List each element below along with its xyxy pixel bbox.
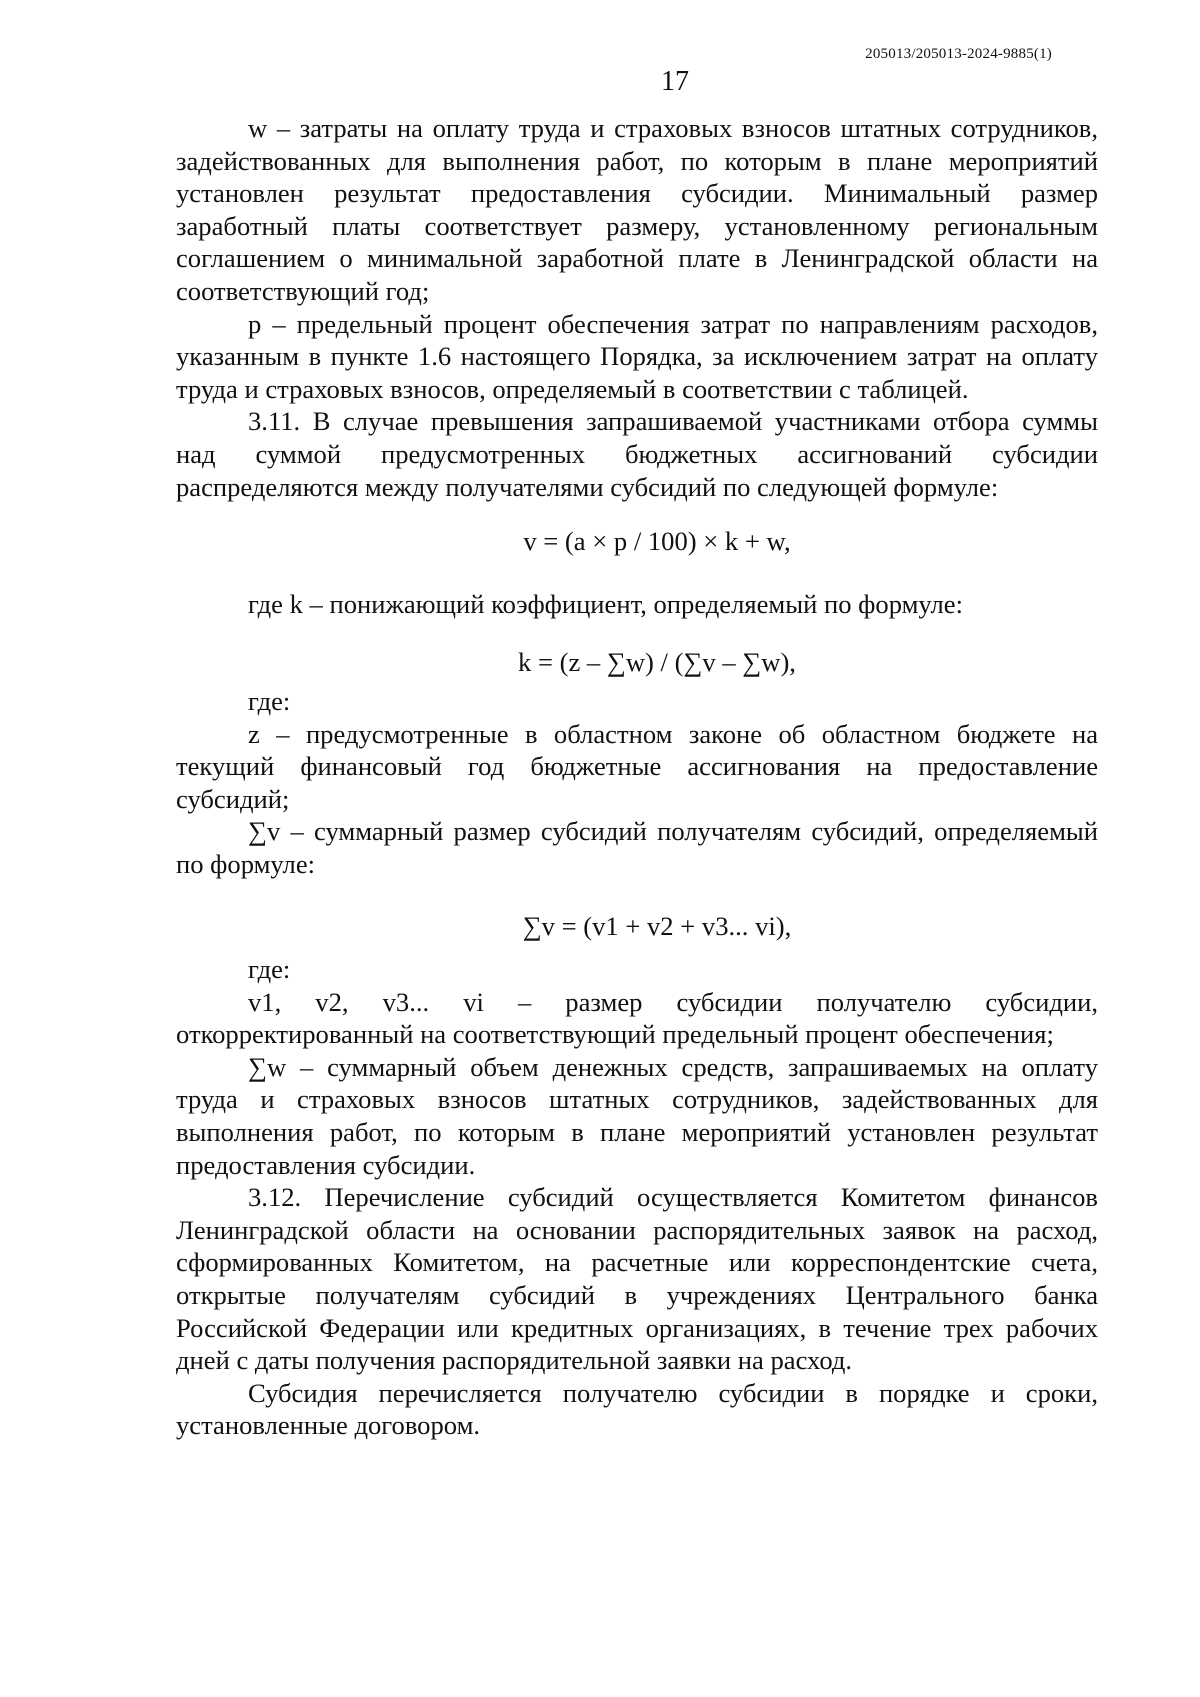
paragraph-vi-definition: v1, v2, v3... vi – размер субсидии получателю субсидии, откорректированный на соответствующий предельный процент обеспечения;: [176, 986, 1098, 1050]
paragraph-transfer-terms: Субсидия перечисляется получателю субсидии в порядке и сроки, установленные договором.: [176, 1377, 1098, 1441]
formula-subsidy-v: v = (a × p / 100) × k + w,: [523, 526, 791, 557]
formula-coefficient-k: k = (z – ∑w) / (∑v – ∑w),: [518, 647, 796, 678]
where-label-2: где:: [248, 954, 291, 985]
paragraph-p-definition: р – предельный процент обеспечения затрат по направлениям расходов, указанным в пункте 1.6 настоящего Порядка, за исключением затрат на оплату труда и страховых взносов, определяемый в соответствии с таблицей.: [176, 308, 1098, 404]
page-number: 17: [661, 66, 689, 97]
where-label-1: где:: [248, 685, 291, 716]
paragraph-sum-v-definition: ∑v – суммарный размер субсидий получателям субсидий, определяемый по формуле:: [176, 816, 1098, 879]
paragraph-w-definition: w – затраты на оплату труда и страховых взносов штатных сотрудников, задействованных для выполнения работ, по которым в плане мероприятий установлен результат предоставления субсидии. Минимальный размер заработный платы соответствует размеру, установленному региональным соглашением о минимальной заработной плате в Ленинградской области на соответствующий год;: [176, 113, 1098, 306]
formula-sum-v: ∑v = (v1 + v2 + v3... vi),: [522, 911, 792, 942]
document-body: [176, 112, 1098, 1442]
document-registration-number: 205013/205013-2024-9885(1): [865, 46, 1052, 62]
paragraph-3-12: 3.12. Перечисление субсидий осуществляется Комитетом финансов Ленинградской области на основании распорядительных заявок на расход, сформированных Комитетом, на расчетные или корреспондентские счета, открытые получателям субсидий в учреждениях Центрального банка Российской Федерации или кредитных организациях, в течение трех рабочих дней с даты получения распорядительной заявки на расход.: [176, 1182, 1098, 1376]
paragraph-sum-w-definition: ∑w – суммарный объем денежных средств, запрашиваемых на оплату труда и страховых взносов штатных сотрудников, задействованных для выполнения работ, по которым в плане мероприятий установлен результат предоставления субсидии.: [176, 1051, 1098, 1180]
paragraph-k-definition: где k – понижающий коэффициент, определяемый по формуле:: [248, 588, 964, 619]
paragraph-3-11: 3.11. В случае превышения запрашиваемой участниками отбора суммы над суммой предусмотренных бюджетных ассигнований субсидии распределяются между получателями субсидий по следующей формуле:: [176, 406, 1098, 502]
paragraph-z-definition: z – предусмотренные в областном законе об областном бюджете на текущий финансовый год бюджетные ассигнования на предоставление субсидий;: [176, 718, 1098, 814]
